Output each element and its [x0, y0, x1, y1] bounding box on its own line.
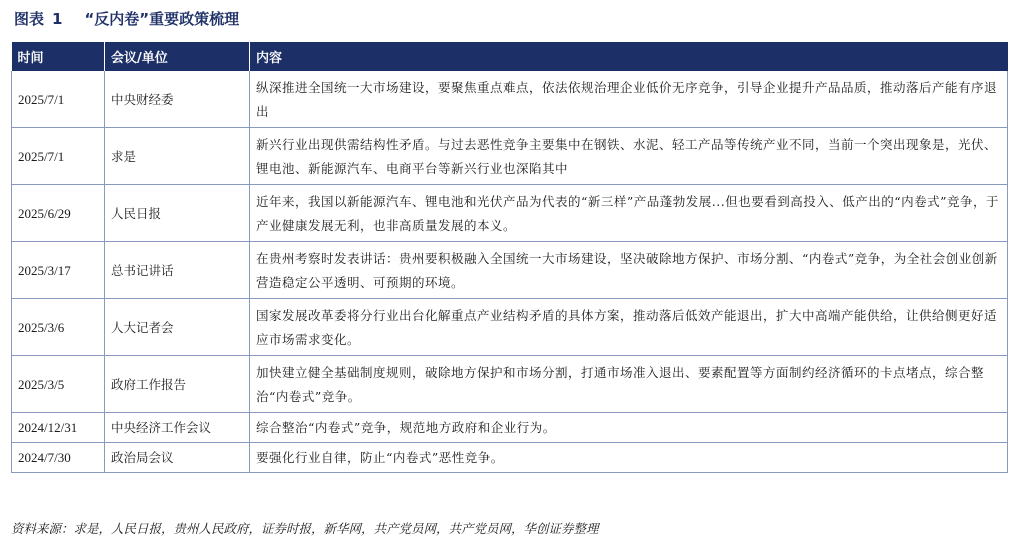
row-content: 要强化行业自律，防止“内卷式”恶性竞争。	[250, 443, 1008, 473]
row-org: 政治局会议	[105, 443, 250, 473]
source-note: 资料来源：求是，人民日报，贵州人民政府，证券时报，新华网，共产党员网，共产党员网，华创证券整理	[11, 521, 599, 536]
row-date: 2024/12/31	[12, 413, 105, 443]
row-org: 人民日报	[105, 185, 250, 242]
row-content: 新兴行业出现供需结构性矛盾。与过去恶性竞争主要集中在钢铁、水泥、轻工产品等传统产业不同，当前一个突出现象是，光伏、锂电池、新能源汽车、电商平台等新兴行业也深陷其中	[250, 128, 1008, 185]
row-org: 中央经济工作会议	[105, 413, 250, 443]
row-date: 2025/6/29	[12, 185, 105, 242]
row-content: 综合整治“内卷式”竞争，规范地方政府和企业行为。	[250, 413, 1008, 443]
row-date: 2025/3/5	[12, 356, 105, 413]
row-org: 总书记讲话	[105, 242, 250, 299]
row-date: 2025/3/17	[12, 242, 105, 299]
table-row	[12, 299, 1008, 356]
header-date: 时间	[12, 42, 105, 71]
row-date: 2024/7/30	[12, 443, 105, 473]
row-date: 2025/3/6	[12, 299, 105, 356]
table-row	[12, 356, 1008, 413]
figure-number: 1	[52, 10, 63, 28]
table-row	[12, 443, 1008, 473]
policy-table	[11, 42, 1008, 473]
row-org: 人大记者会	[105, 299, 250, 356]
row-content: 纵深推进全国统一大市场建设，要聚焦重点难点，依法依规治理企业低价无序竞争，引导企业提升产品品质，推动落后产能有序退出	[250, 71, 1008, 128]
row-content: 加快建立健全基础制度规则，破除地方保护和市场分割，打通市场准入退出、要素配置等方面制约经济循环的卡点堵点，综合整治“内卷式”竞争。	[250, 356, 1008, 413]
table-header-row	[12, 42, 1008, 71]
table-row	[12, 128, 1008, 185]
figure-title-text: “反内卷”重要政策梳理	[84, 10, 240, 28]
header-content: 内容	[250, 42, 1008, 71]
row-date: 2025/7/1	[12, 128, 105, 185]
row-date: 2025/7/1	[12, 71, 105, 128]
row-org: 中央财经委	[105, 71, 250, 128]
row-content: 国家发展改革委将分行业出台化解重点产业结构矛盾的具体方案，推动落后低效产能退出，扩大中高端产能供给，让供给侧更好适应市场需求变化。	[250, 299, 1008, 356]
header-org: 会议/单位	[105, 42, 250, 71]
row-org: 求是	[105, 128, 250, 185]
row-org: 政府工作报告	[105, 356, 250, 413]
figure-title	[14, 8, 239, 29]
table-row	[12, 242, 1008, 299]
figure-label: 图表	[14, 10, 45, 28]
row-content: 在贵州考察时发表讲话：贵州要积极融入全国统一大市场建设，坚决破除地方保护、市场分割、“内卷式”竞争，为全社会创业创新营造稳定公平透明、可预期的环境。	[250, 242, 1008, 299]
table-row	[12, 185, 1008, 242]
table-row	[12, 413, 1008, 443]
row-content: 近年来，我国以新能源汽车、锂电池和光伏产品为代表的“新三样”产品蓬勃发展...但也要看到高投入、低产出的“内卷式”竞争，于产业健康发展无利，也非高质量发展的本义。	[250, 185, 1008, 242]
table-row	[12, 71, 1008, 128]
